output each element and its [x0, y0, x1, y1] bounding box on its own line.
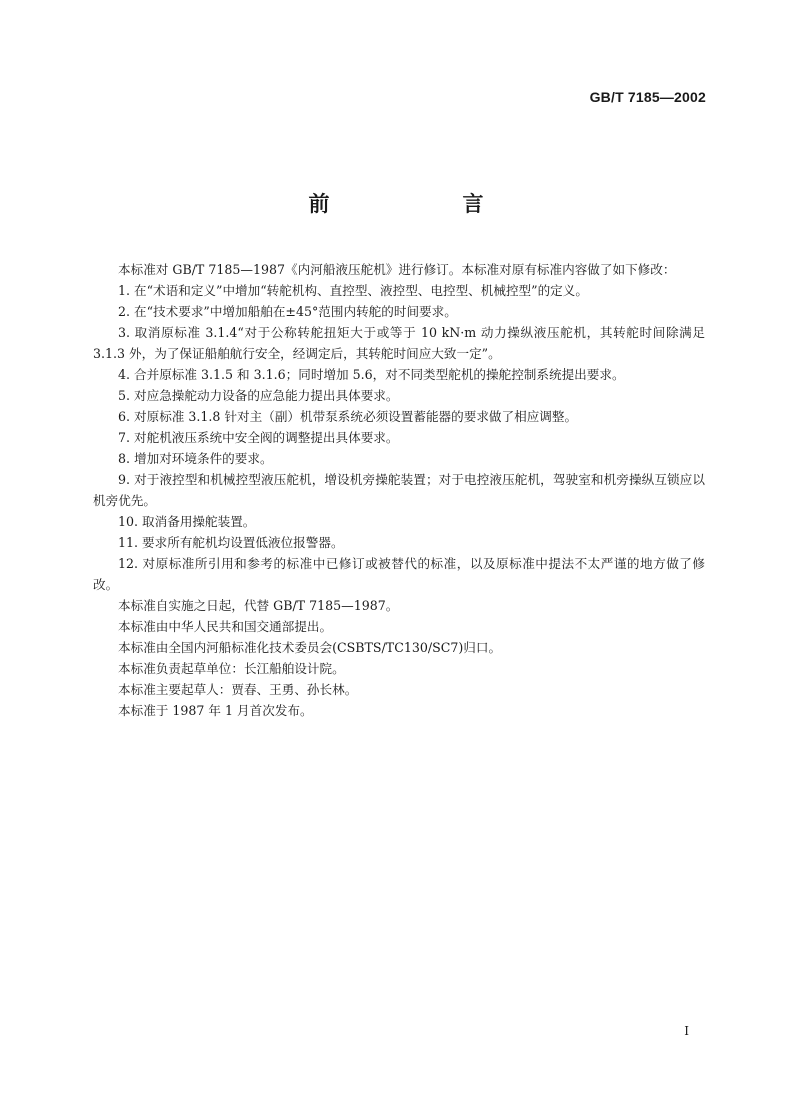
paragraph-item-9: 9. 对于液控型和机械控型液压舵机，增设机旁操舵装置；对于电控液压舵机，驾驶室和机旁操纵互锁应以机旁优先。 [93, 472, 705, 508]
paragraph-item-1: 1. 在“术语和定义”中增加“转舵机构、直控型、液控型、电控型、机械控型”的定义。 [118, 283, 588, 298]
standard-code: GB/T 7185—2002 [589, 89, 706, 105]
paragraph-item-2: 2. 在“技术要求”中增加船舶在±45°范围内转舵的时间要求。 [118, 304, 457, 319]
paragraph-intro: 本标准对 GB/T 7185—1987《内河船液压舵机》进行修订。本标准对原有标准内容做了如下修改： [118, 262, 676, 277]
paragraph-first-issued: 本标准于 1987 年 1 月首次发布。 [118, 703, 313, 718]
paragraph-item-3: 3. 取消原标准 3.1.4“对于公称转舵扭矩大于或等于 10 kN·m 动力操纵液压舵机，其转舵时间除满足 3.1.3 外，为了保证船舶航行安全，经调定后，其转舵时间应大致一定”。 [93, 325, 705, 361]
paragraph-item-5: 5. 对应急操舵动力设备的应急能力提出具体要求。 [118, 388, 399, 403]
page-title: 前 言 [308, 192, 540, 216]
paragraph-centralized-by: 本标准由全国内河船标准化技术委员会(CSBTS/TC130/SC7)归口。 [118, 640, 502, 655]
paragraph-item-10: 10. 取消备用操舵装置。 [118, 514, 256, 529]
paragraph-item-7: 7. 对舵机液压系统中安全阀的调整提出具体要求。 [118, 430, 399, 445]
paragraph-item-8: 8. 增加对环境条件的要求。 [118, 451, 273, 466]
page-number: I [684, 1024, 689, 1038]
paragraph-replaces: 本标准自实施之日起，代替 GB/T 7185—1987。 [118, 598, 399, 613]
paragraph-item-12: 12. 对原标准所引用和参考的标准中已修订或被替代的标准，以及原标准中提法不太严谨的地方做了修改。 [93, 556, 705, 592]
paragraph-drafting-unit: 本标准负责起草单位：长江船舶设计院。 [118, 661, 345, 676]
paragraph-item-11: 11. 要求所有舵机均设置低液位报警器。 [118, 535, 344, 550]
paragraph-drafters: 本标准主要起草人：贾春、王勇、孙长林。 [118, 682, 358, 697]
paragraph-item-4: 4. 合并原标准 3.1.5 和 3.1.6；同时增加 5.6，对不同类型舵机的操舵控制系统提出要求。 [118, 367, 625, 382]
paragraph-proposed-by: 本标准由中华人民共和国交通部提出。 [118, 619, 333, 634]
paragraph-item-6: 6. 对原标准 3.1.8 针对主（副）机带泵系统必须设置蓄能器的要求做了相应调整。 [118, 409, 578, 424]
foreword-body [93, 259, 705, 721]
